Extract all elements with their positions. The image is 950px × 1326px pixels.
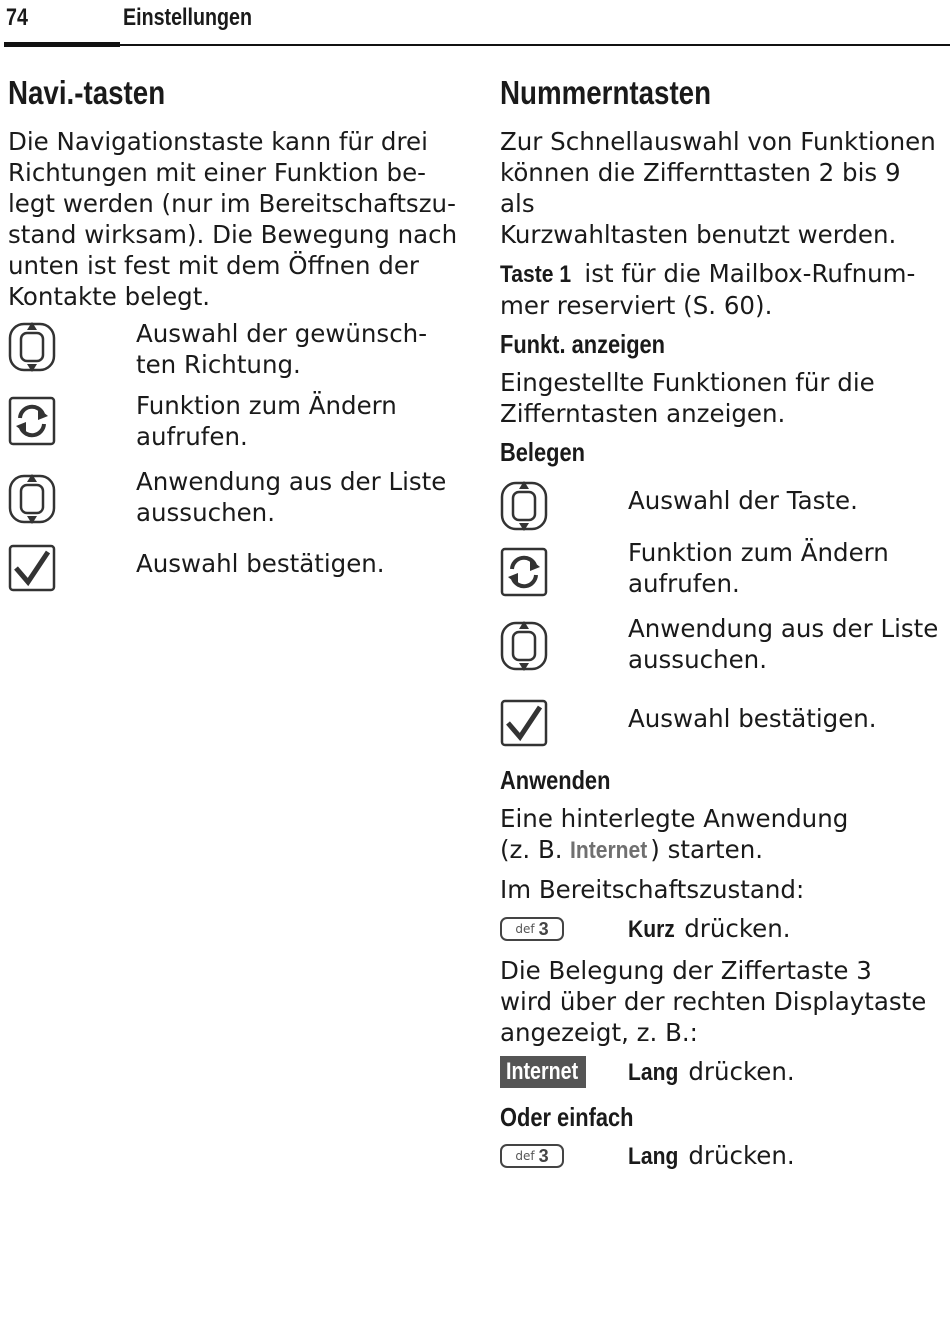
checkmark-icon [8,544,58,596]
step-open-change-function [8,391,463,462]
step-press-key-short: def 3 Kurz drücken. [500,913,940,947]
subheading-anwenden: Anwenden [500,765,611,795]
section-heading-nummerntasten: Nummerntasten [500,74,712,111]
belegung-text: Die Belegung der Ziffertaste 3 wird über der rechten Displaytaste angezeigt, z. B.: [500,956,927,1047]
step-text: Anwendung aus der Liste [136,467,447,496]
step-text: Funktion zum Ändern [628,538,889,567]
step-select-key [500,479,940,537]
funkt-anzeigen-text: Eingestellte Funktionen für die Zifferntasten anzeigen. [500,368,875,428]
step-confirm-selection [500,699,940,755]
taste1-note: Taste 1 ist für die Mailbox-Rufnum- mer reserviert (S. 60). [500,259,916,320]
step-text: Anwendung aus der Liste [628,614,939,643]
page-header [0,0,950,48]
key-3-icon: def 3 [500,917,564,941]
page-number: 74 [6,4,28,31]
step-text: aufrufen. [628,569,740,598]
header-rule [4,44,950,46]
subheading-oder-einfach: Oder einfach [500,1102,634,1132]
step-select-direction [8,320,463,386]
key-3-icon: def 3 [500,1144,564,1168]
step-text: ten Richtung. [136,350,301,379]
step-text: Auswahl bestätigen. [136,549,385,578]
navigation-key-icon [500,619,550,677]
navi-intro: Die Navigationstaste kann für drei Richtungen mit einer Funktion be- legt werden (nur im Bereitschaftszu- stand wirksam). Die Bewegung nach unten ist fest mit dem Öffnen der Kontakte belegt. [8,127,458,311]
softkey-internet: Internet [500,1056,586,1088]
step-text: Auswahl bestätigen. [628,704,877,733]
page-title: Einstellungen [123,4,253,31]
press-mode-long: Lang [628,1059,679,1086]
section-heading-navi-tasten: Navi.-tasten [8,74,166,111]
navigation-key-icon [8,472,58,530]
left-column [8,74,463,606]
header-rule-accent [4,42,120,47]
right-column [500,74,940,1184]
step-press-key-long: def 3 Lang drücken. [500,1140,940,1174]
anwenden-text: Eine hinterlegte Anwendung (z. B. Internet ) starten. [500,804,849,864]
step-text: Funktion zum Ändern [136,391,397,420]
press-mode-short: Kurz [628,916,675,943]
standby-text: Im Bereitschaftszustand: [500,875,805,904]
change-function-icon [500,547,550,601]
step-text: Auswahl der gewünsch- [136,319,428,348]
navigation-key-icon [8,320,58,378]
navigation-key-icon [500,479,550,537]
step-confirm-selection [8,544,463,596]
app-name-internet: Internet [570,837,648,864]
step-press-softkey-long: Internet Lang drücken. [500,1056,940,1092]
step-text: Auswahl der Taste. [628,486,858,515]
step-text: aussuchen. [628,645,767,674]
step-open-change-function [500,538,940,609]
checkmark-icon [500,699,550,751]
step-choose-application [8,467,463,534]
step-choose-application [500,614,940,689]
press-mode-long: Lang [628,1143,679,1170]
change-function-icon [8,396,58,450]
step-text: aussuchen. [136,498,275,527]
subheading-funkt-anzeigen: Funkt. anzeigen [500,329,666,359]
subheading-belegen: Belegen [500,437,585,467]
nummern-intro: Zur Schnellauswahl von Funktionen können die Ziffernttasten 2 bis 9 als Kurzwahltasten benutzt werden. [500,127,936,249]
step-text: aufrufen. [136,422,248,451]
